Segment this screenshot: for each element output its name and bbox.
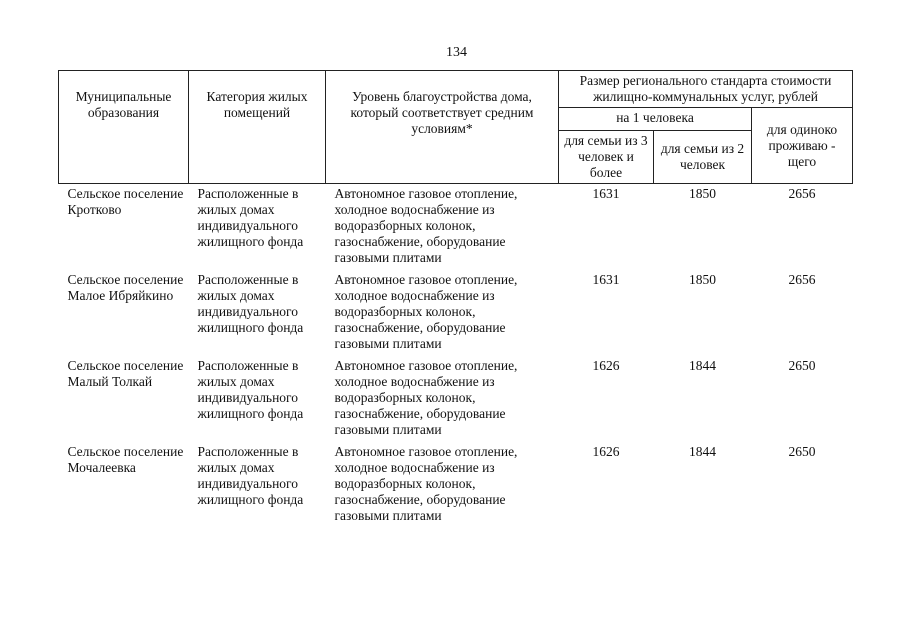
cell-single: 2650 [788,444,816,459]
housing-standard-table [58,70,853,530]
cell-municipality: Сельское поселение Мочалеевка [67,444,184,475]
cell-category: Расположенные в жилых домах индивидуального жилищного фонда [197,186,304,249]
cell-municipality: Сельское поселение Кротково [67,186,184,217]
header-per-person: на 1 человека [559,108,752,131]
cell-municipality: Сельское поселение Малый Толкай [67,358,184,389]
cell-single: 2650 [788,358,816,373]
table-row [59,444,853,530]
cell-family-2: 1844 [689,358,716,373]
cell-level: Автономное газовое отопление, холодное водоснабжение из водоразборных колонок, газоснабжение, оборудование газовыми плитами [334,358,518,437]
cell-category: Расположенные в жилых домах индивидуального жилищного фонда [197,444,304,507]
cell-municipality: Сельское поселение Малое Ибряйкино [67,272,184,303]
cell-level: Автономное газовое отопление, холодное водоснабжение из водоразборных колонок, газоснабжение, оборудование газовыми плитами [334,272,518,351]
cell-category: Расположенные в жилых домах индивидуального жилищного фонда [197,272,304,335]
cell-family-3: 1631 [592,272,620,287]
header-level: Уровень благоустройства дома, который соответствует средним условиям* [326,71,559,184]
table-row [59,272,853,358]
cell-level: Автономное газовое отопление, холодное водоснабжение из водоразборных колонок, газоснабжение, оборудование газовыми плитами [334,186,518,265]
cell-category: Расположенные в жилых домах индивидуального жилищного фонда [197,358,304,421]
cell-level: Автономное газовое отопление, холодное водоснабжение из водоразборных колонок, газоснабжение, оборудование газовыми плитами [334,444,518,523]
header-category: Категория жилых помещений [189,71,326,184]
header-family-2: для семьи из 2 человек [654,131,752,184]
header-standard-size: Размер регионального стандарта стоимости жилищно-коммунальных услуг, рублей [559,71,853,108]
header-single: для одиноко проживаю - щего [752,108,853,184]
header-municipality: Муниципальные образования [59,71,189,184]
cell-single: 2656 [788,186,816,201]
cell-family-3: 1626 [592,358,620,373]
cell-family-2: 1850 [689,272,716,287]
table-row [59,358,853,444]
cell-family-2: 1844 [689,444,716,459]
cell-family-3: 1631 [592,186,620,201]
page-number: 134 [446,45,467,60]
header-family-3: для семьи из 3 человек и более [559,131,654,184]
cell-family-2: 1850 [689,186,716,201]
cell-single: 2656 [788,272,816,287]
cell-family-3: 1626 [592,444,620,459]
table-row [59,184,853,273]
